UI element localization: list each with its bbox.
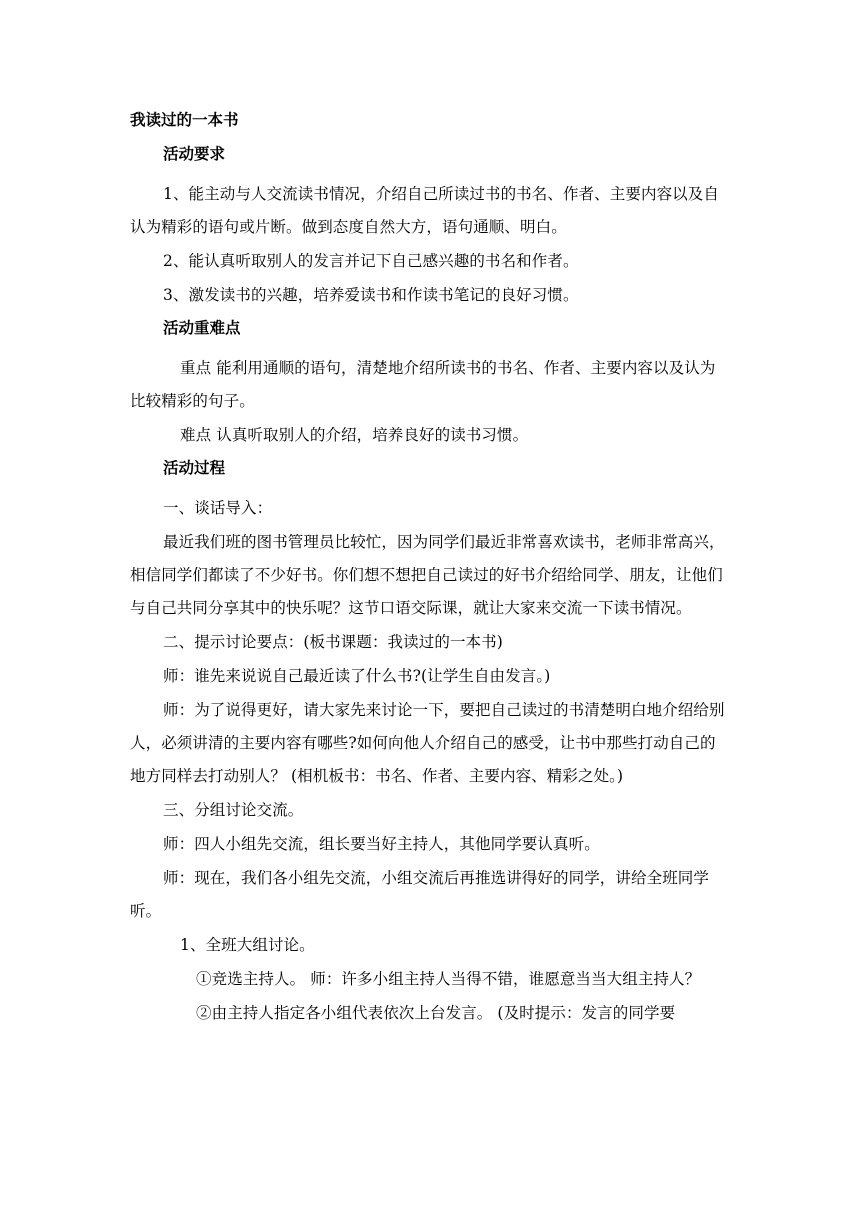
section-heading-key-points: 活动重难点 — [163, 319, 241, 337]
paragraph-requirement-1: 1、能主动与人交流读书情况，介绍自己所读过书的书名、作者、主要内容以及自认为精彩的语句或片断。做到态度自然大方，语句通顺、明白。 — [130, 185, 719, 236]
section-heading-process: 活动过程 — [163, 459, 226, 477]
paragraph-key-point: 重点 能利用通顺的语句，清楚地介绍所读书的书名、作者、主要内容以及认为比较精彩的句子。 — [130, 359, 716, 410]
document-title: 我读过的一本书 — [130, 111, 239, 129]
paragraph-step-2-title: 二、提示讨论要点：(板书课题：我读过的一本书) — [163, 633, 503, 651]
paragraph-introduction: 最近我们班的图书管理员比较忙，因为同学们最近非常喜欢读书，老师非常高兴，相信同学们都读了不少好书。你们想不想把自己读过的好书介绍给同学、朋友，让他们与自己共同分享其中的快乐呢？这节口语交际课，就让大家来交流一下读书情况。 — [130, 533, 725, 617]
section-heading-requirements: 活动要求 — [163, 145, 226, 163]
paragraph-group-speeches: ②由主持人指定各小组代表依次上台发言。 (及时提示：发言的同学要 — [196, 1004, 676, 1022]
paragraph-difficulty: 难点 认真听取别人的介绍，培养良好的读书习惯。 — [180, 426, 529, 444]
paragraph-requirement-2: 2、能认真听取别人的发言并记下自己感兴趣的书名和作者。 — [163, 252, 579, 270]
paragraph-requirement-3: 3、激发读书的兴趣，培养爱读书和作读书笔记的良好习惯。 — [163, 286, 579, 304]
paragraph-step-3-title: 三、分组讨论交流。 — [163, 801, 304, 819]
paragraph-host-election: ①竞选主持人。 师：许多小组主持人当得不错，谁愿意当当大组主持人？ — [196, 970, 701, 988]
paragraph-step-1-title: 一、谈话导入： — [163, 499, 273, 517]
document-body — [130, 110, 730, 1031]
paragraph-teacher-question-1: 师：谁先来说说自己最近读了什么书?(让学生自由发言。) — [163, 667, 551, 685]
paragraph-teacher-question-2: 师：为了说得更好，请大家先来讨论一下，要把自己读过的书清楚明白地介绍给别人，必须讲清的主要内容有哪些?如何向他人介绍自己的感受，让书中那些打动自己的地方同样去打动别人？ (相机板书：书名、作者、主要内容、精彩之处。) — [130, 701, 725, 785]
paragraph-teacher-instruction-1: 师：四人小组先交流，组长要当好主持人，其他同学要认真听。 — [163, 835, 600, 853]
paragraph-class-discussion: 1、全班大组讨论。 — [180, 936, 315, 954]
paragraph-teacher-instruction-2: 师：现在，我们各小组先交流，小组交流后再推选讲得好的同学，讲给全班同学听。 — [130, 869, 710, 920]
